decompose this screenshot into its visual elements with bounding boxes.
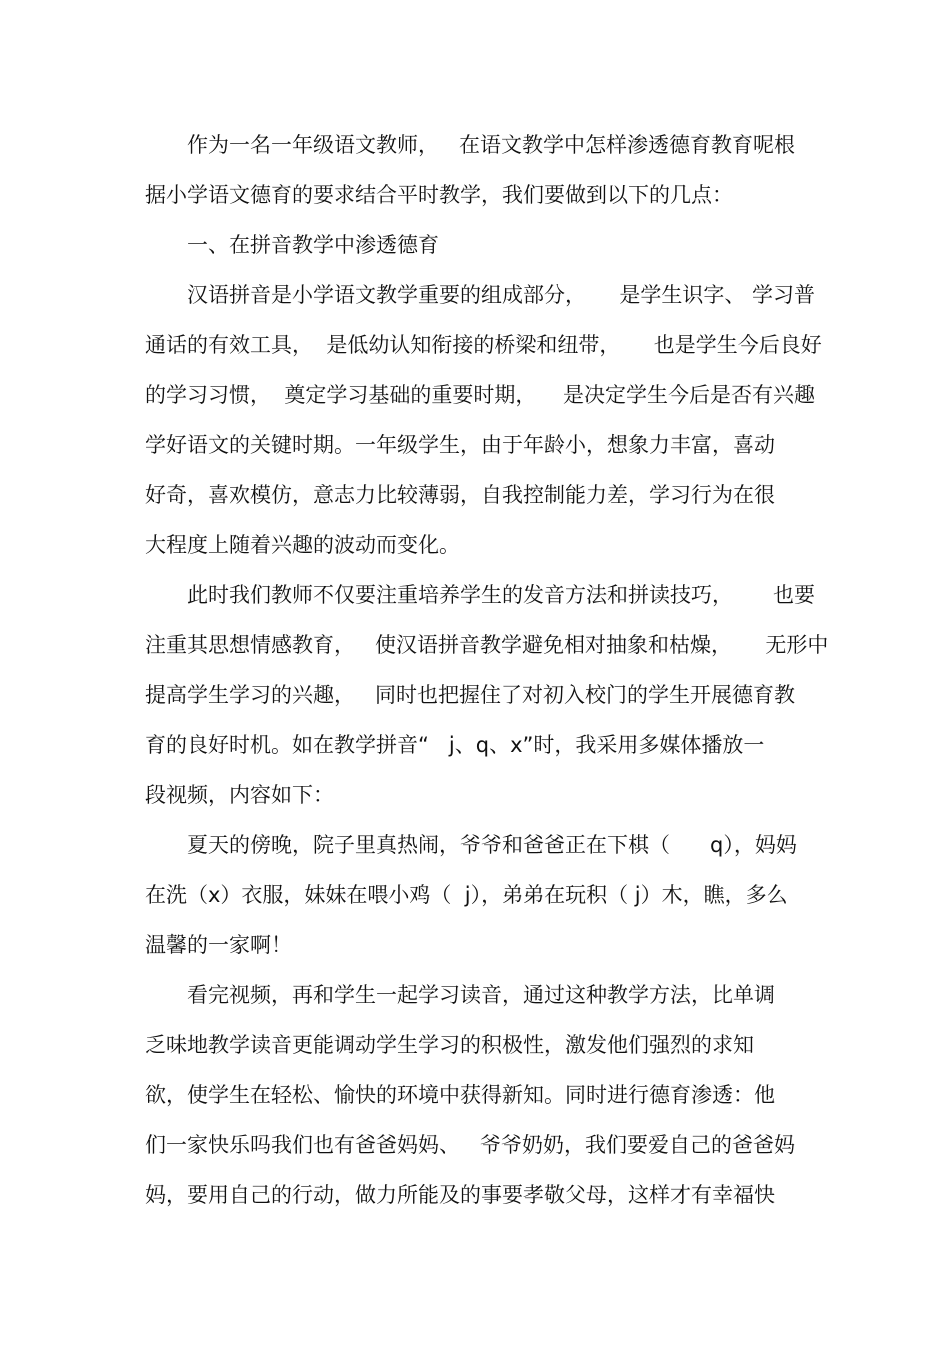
- paragraph-pinyin-line-1: 汉语拼音是小学语文教学重要的组成部分， 是学生识字、 学习普: [187, 283, 816, 307]
- paragraph-video-line-1: 夏天的傍晚，院子里真热闹，爷爷和爸爸正在下棋（ q），妈妈: [187, 833, 797, 857]
- paragraph-teacher-line-4: 育的良好时机。如在教学拼音“ j、q、x”时，我采用多媒体播放一: [145, 733, 765, 757]
- paragraph-after-video-line-3: 欲，使学生在轻松、愉快的环境中获得新知。同时进行德育渗透：他: [145, 1083, 775, 1107]
- paragraph-teacher-line-2: 注重其思想情感教育， 使汉语拼音教学避免相对抽象和枯燥， 无形中: [145, 633, 829, 657]
- paragraph-teacher-line-5: 段视频，内容如下：: [145, 783, 334, 807]
- paragraph-pinyin-line-5: 好奇，喜欢模仿，意志力比较薄弱，自我控制能力差，学习行为在很: [145, 483, 775, 507]
- paragraph-teacher-line-3: 提高学生学习的兴趣， 同时也把握住了对初入校门的学生开展德育教: [145, 683, 796, 707]
- paragraph-pinyin-line-3: 的学习习惯， 奠定学习基础的重要时期， 是决定学生今后是否有兴趣: [145, 383, 816, 407]
- paragraph-pinyin-line-6: 大程度上随着兴趣的波动而变化。: [145, 533, 460, 557]
- paragraph-intro-line-2: 据小学语文德育的要求结合平时教学，我们要做到以下的几点：: [145, 183, 733, 207]
- paragraph-video-line-2: 在洗（x）衣服，妹妹在喂小鸡（ j），弟弟在玩积（ j）木，瞧，多么: [145, 883, 788, 907]
- section-heading-pinyin: 一、在拼音教学中渗透德育: [187, 233, 439, 257]
- paragraph-pinyin-line-4: 学好语文的关键时期。一年级学生，由于年龄小，想象力丰富，喜动: [145, 433, 775, 457]
- paragraph-pinyin-line-2: 通话的有效工具， 是低幼认知衔接的桥梁和纽带， 也是学生今后良好: [145, 333, 822, 357]
- paragraph-after-video-line-2: 乏味地教学读音更能调动学生学习的积极性，激发他们强烈的求知: [145, 1033, 754, 1057]
- paragraph-after-video-line-4: 们一家快乐吗我们也有爸爸妈妈、 爷爷奶奶，我们要爱自己的爸爸妈: [145, 1133, 796, 1157]
- paragraph-intro-line-1: 作为一名一年级语文教师， 在语文教学中怎样渗透德育教育呢根: [187, 133, 796, 157]
- paragraph-after-video-line-5: 妈，要用自己的行动，做力所能及的事要孝敬父母，这样才有幸福快: [145, 1183, 775, 1207]
- paragraph-teacher-line-1: 此时我们教师不仅要注重培养学生的发音方法和拼读技巧， 也要: [187, 583, 816, 607]
- paragraph-after-video-line-1: 看完视频，再和学生一起学习读音，通过这种教学方法，比单调: [187, 983, 775, 1007]
- paragraph-video-line-3: 温馨的一家啊！: [145, 933, 292, 957]
